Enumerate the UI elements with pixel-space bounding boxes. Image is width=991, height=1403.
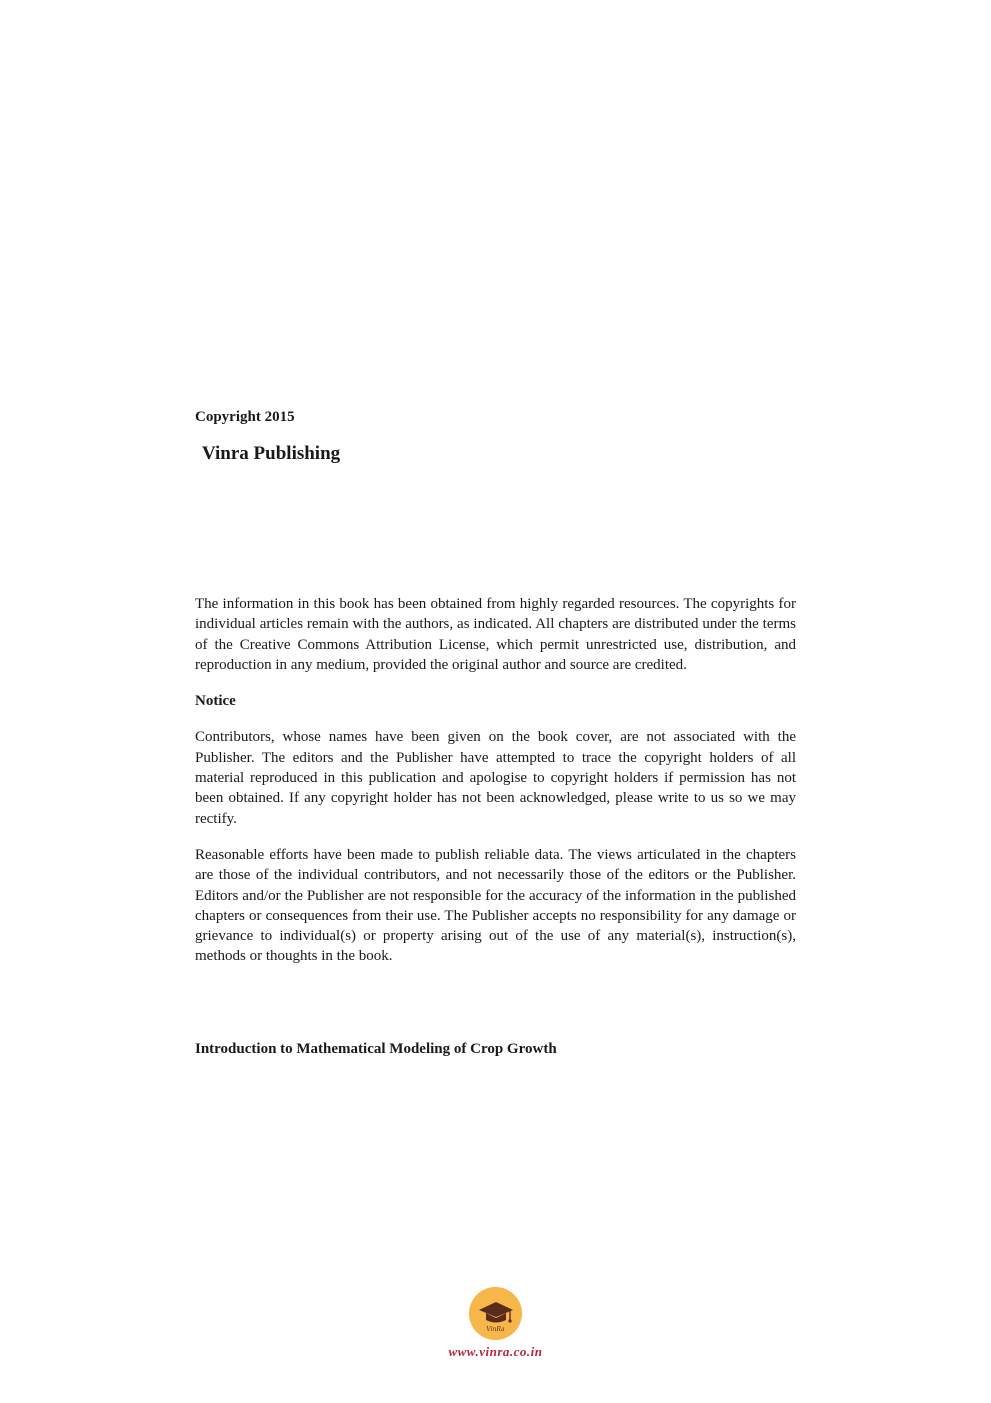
copyright-line: Copyright 2015 (195, 409, 295, 425)
intro-paragraph: The information in this book has been obtained from highly regarded resources. The copyrights for individual articles remain with the authors, as indicated. All chapters are distributed under the terms of the Creative Commons Attribution License, which permit unrestricted use, distribution, and reproduction in any medium, provided the original author and source are credited. (195, 596, 796, 673)
notice-paragraph-2: Reasonable efforts have been made to publish reliable data. The views articulated in the chapters are those of the individual contributors, and not necessarily those of the editors or the Publisher. Editors and/or the Publisher are not responsible for the accuracy of the information in the published chapters or consequences from their use. The Publisher accepts no responsibility for any damage or grievance to individual(s) or property arising out of the use of any material(s), instruction(s), methods or thoughts in the book. (195, 846, 796, 965)
body-text (195, 594, 796, 967)
svg-text:VinRa: VinRa (486, 1326, 505, 1333)
publisher-name: Vinra Publishing (202, 443, 341, 464)
notice-paragraph-1: Contributors, whose names have been given on the book cover, are not associated with the Publisher. The editors and the Publisher have attempted to trace the copyright holders of all material reproduced in this publication and apologise to copyright holders if permission has not been obtained. If any copyright holder has not been acknowledged, please write to us so we may rectify. (195, 729, 796, 827)
website-link[interactable]: www.vinra.co.in (448, 1344, 543, 1359)
book-title: Introduction to Mathematical Modeling of Crop Growth (195, 1041, 557, 1057)
graduation-cap-icon (469, 1287, 522, 1340)
notice-heading: Notice (195, 693, 236, 710)
publisher-logo (469, 1287, 522, 1340)
